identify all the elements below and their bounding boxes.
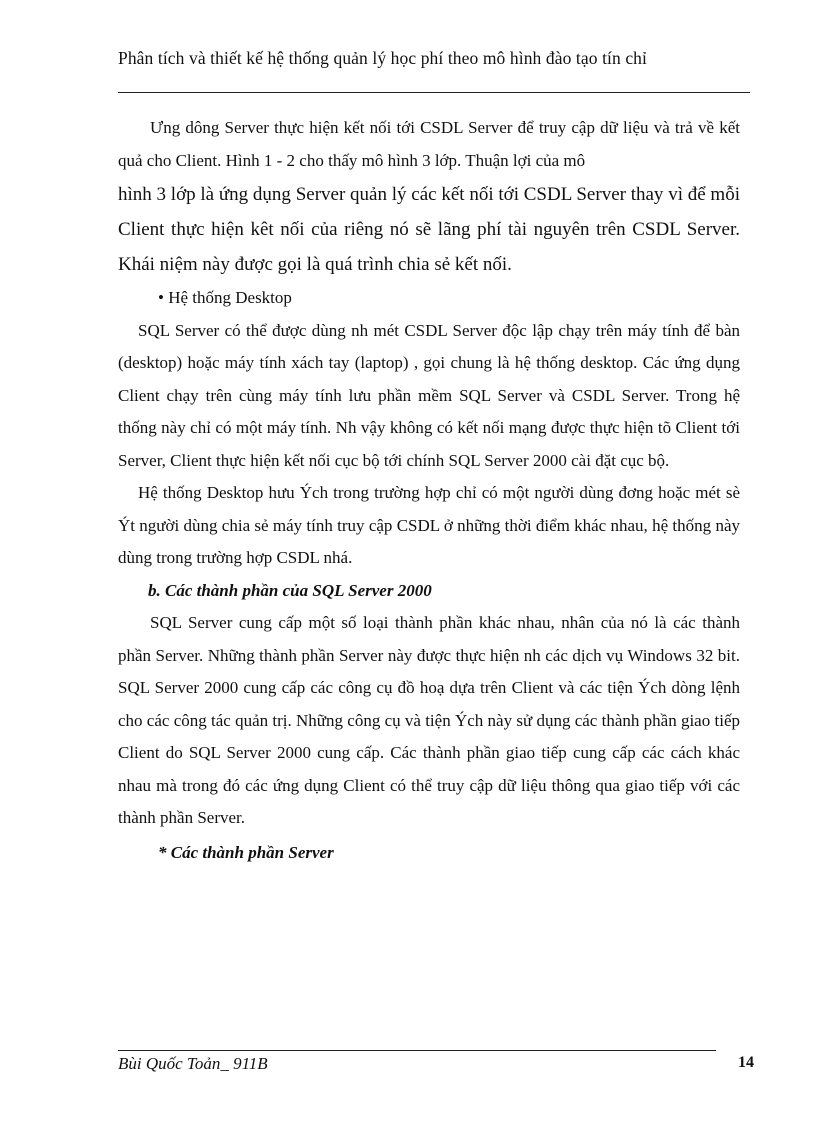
footer-author: Bùi Quốc Toản_ 911B [118,1054,268,1073]
document-body [118,112,740,869]
footer-divider [118,1050,716,1051]
section-heading-components: b. Các thành phần của SQL Server 2000 [148,580,432,600]
page-header: Phân tích và thiết kế hệ thống quản lý học phí theo mô hình đào tạo tín chỉ [118,48,647,68]
paragraph-three-tier-intro: Ưng dông Server thực hiện kết nối tới CSDL Server để truy cập dữ liệu và trả về kết quả cho Client. Hình 1 - 2 cho thấy mô hình 3 lớp. Thuận lợi của mô [118,118,740,170]
page-number: 14 [738,1054,754,1071]
paragraph-desktop-usage: Hệ thống Desktop hưu Ých trong trường hợp chỉ có một người dùng đơng hoặc mét sè Ýt người dùng chia sẻ máy tính truy cập CSDL ở những thời điểm khác nhau, hệ thống này dùng trong trường hợp CSDL nhá. [118,483,740,567]
paragraph-desktop-system: SQL Server có thể được dùng nh mét CSDL Server độc lập chạy trên máy tính để bàn (desktop) hoặc máy tính xách tay (laptop) , gọi chung là hệ thống desktop. Các ứng dụng Client chạy trên cùng máy tính lưu phần mềm SQL Server và CSDL Server. Trong hệ thống này chỉ có một máy tính. Nh vậy không có kết nối mạng được thực hiện tõ Client tới Server, Client thực hiện kết nối cục bộ tới chính SQL Server 2000 cài đặt cục bộ. [118,320,740,470]
paragraph-components: SQL Server cung cấp một số loại thành phần khác nhau, nhân của nó là các thành phần Server. Những thành phần Server này được thực hiện nh các dịch vụ Windows 32 bit. SQL Server 2000 cung cấp các công cụ đồ hoạ dựa trên Client và các tiện Ých dòng lệnh cho các công tác quản trị. Những công cụ và tiện Ých này sử dụng các thành phần giao tiếp Client do SQL Server 2000 cung cấp. Các thành phần giao tiếp cung cấp các cách khác nhau mà trong đó các ứng dụng Client có thể truy cập dữ liệu thông qua giao tiếp với các thành phần Server. [118,613,740,827]
paragraph-three-tier-advantage: hình 3 lớp là ứng dụng Server quản lý các kết nối tới CSDL Server thay vì để mỗi Client thực hiện kêt nối của riêng nó sẽ lãng phí tài nguyên trên CSDL Server. Khái niệm này được gọi là quá trình chia sẻ kết nối. [118,184,740,275]
section-heading-server-components: * Các thành phần Server [158,842,334,862]
header-divider [118,92,750,93]
bullet-desktop-system: • Hệ thống Desktop [158,288,292,307]
